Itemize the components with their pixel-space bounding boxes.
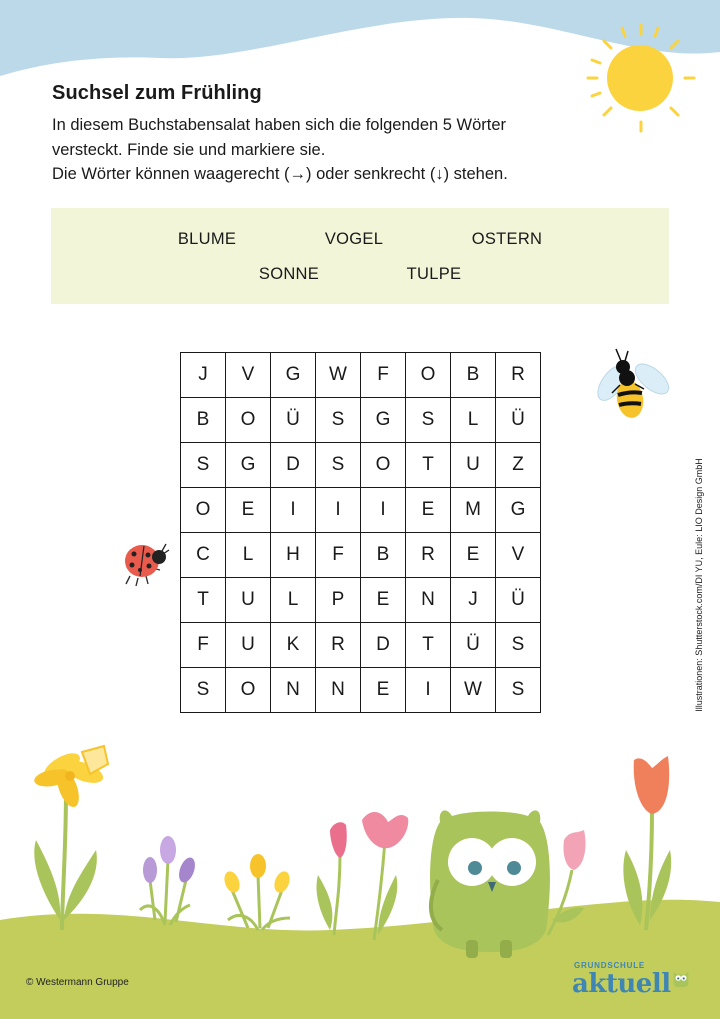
grid-row xyxy=(181,668,541,713)
grid-cell[interactable]: R xyxy=(316,623,361,668)
grid-cell[interactable]: Ü xyxy=(496,398,541,443)
grid-cell[interactable]: D xyxy=(271,443,316,488)
grid-cell[interactable]: O xyxy=(361,443,406,488)
grid-cell[interactable]: B xyxy=(181,398,226,443)
tulip-group xyxy=(317,812,409,940)
word-list-box xyxy=(51,208,669,304)
grid-cell[interactable]: V xyxy=(226,353,271,398)
grid-cell[interactable]: M xyxy=(451,488,496,533)
logo-owl-icon xyxy=(670,967,692,989)
instruction-line: Die Wörter können waagerecht (→) oder senkrecht (↓) stehen. xyxy=(52,165,508,183)
grid-cell[interactable]: N xyxy=(316,668,361,713)
grid-cell[interactable]: I xyxy=(406,668,451,713)
grid-cell[interactable]: Ü xyxy=(451,623,496,668)
logo-wordmark: aktuell xyxy=(572,969,671,999)
grid-cell[interactable]: F xyxy=(181,623,226,668)
grid-cell[interactable]: S xyxy=(316,443,361,488)
grid-row xyxy=(181,578,541,623)
grundschule-aktuell-logo xyxy=(570,961,700,1001)
word-tulpe: TULPE xyxy=(406,265,462,283)
crocus-group xyxy=(140,836,198,925)
grid-row xyxy=(181,353,541,398)
grid-cell[interactable]: S xyxy=(496,623,541,668)
grid-cell[interactable]: N xyxy=(406,578,451,623)
grid-cell[interactable]: S xyxy=(496,668,541,713)
page-title: Suchsel zum Frühling xyxy=(52,82,262,104)
word-ostern: OSTERN xyxy=(471,230,543,248)
letter-grid xyxy=(180,352,541,713)
grid-cell[interactable]: F xyxy=(361,353,406,398)
grid-cell[interactable]: P xyxy=(316,578,361,623)
grid-cell[interactable]: E xyxy=(406,488,451,533)
copyright-notice: © Westermann Gruppe xyxy=(26,977,129,988)
grid-cell[interactable]: R xyxy=(496,353,541,398)
grid-cell[interactable]: L xyxy=(451,398,496,443)
illustration-credit: Illustrationen: Shutterstock.com/DI YU, Eule: LIO Design GmbH xyxy=(694,458,704,712)
grid-cell[interactable]: B xyxy=(361,533,406,578)
grid-cell[interactable]: T xyxy=(406,443,451,488)
grid-cell[interactable]: J xyxy=(181,353,226,398)
grid-row xyxy=(181,533,541,578)
instruction-line: In diesem Buchstabensalat haben sich die folgenden 5 Wörter xyxy=(52,116,507,134)
grid-cell[interactable]: O xyxy=(181,488,226,533)
grid-cell[interactable]: L xyxy=(271,578,316,623)
grid-cell[interactable]: S xyxy=(181,668,226,713)
grid-cell[interactable]: G xyxy=(226,443,271,488)
word-blume: BLUME xyxy=(177,230,237,248)
grid-cell[interactable]: B xyxy=(451,353,496,398)
grid-cell[interactable]: R xyxy=(406,533,451,578)
grid-cell[interactable]: Ü xyxy=(271,398,316,443)
grid-cell[interactable]: H xyxy=(271,533,316,578)
grid-row xyxy=(181,623,541,668)
word-vogel: VOGEL xyxy=(324,230,384,248)
grid-row xyxy=(181,488,541,533)
grid-cell[interactable]: S xyxy=(406,398,451,443)
grid-row xyxy=(181,398,541,443)
grid-cell[interactable]: U xyxy=(451,443,496,488)
grid-cell[interactable]: Z xyxy=(496,443,541,488)
grid-cell[interactable]: F xyxy=(316,533,361,578)
grid-cell[interactable]: D xyxy=(361,623,406,668)
ladybug-icon xyxy=(118,536,170,586)
grid-cell[interactable]: U xyxy=(226,578,271,623)
grid-cell[interactable]: S xyxy=(316,398,361,443)
grid-cell[interactable]: T xyxy=(181,578,226,623)
grid-cell[interactable]: K xyxy=(271,623,316,668)
grid-cell[interactable]: E xyxy=(361,668,406,713)
grid-row xyxy=(181,443,541,488)
grid-cell[interactable]: I xyxy=(361,488,406,533)
owl-mascot xyxy=(430,810,550,958)
grid-cell[interactable]: I xyxy=(316,488,361,533)
grid-cell[interactable]: O xyxy=(226,668,271,713)
logo-tagline: GRUNDSCHULE xyxy=(574,961,646,970)
grid-cell[interactable]: C xyxy=(181,533,226,578)
sun-illustration xyxy=(580,18,700,138)
grid-cell[interactable]: N xyxy=(271,668,316,713)
instruction-line: versteckt. Finde sie und markiere sie. xyxy=(52,140,326,159)
grid-cell[interactable]: Ü xyxy=(496,578,541,623)
bee-icon xyxy=(592,345,670,427)
grid-cell[interactable]: E xyxy=(361,578,406,623)
grid-cell[interactable]: V xyxy=(496,533,541,578)
yellow-flower-group xyxy=(222,854,293,930)
grid-cell[interactable]: U xyxy=(226,623,271,668)
grid-cell[interactable]: W xyxy=(316,353,361,398)
grid-cell[interactable]: G xyxy=(271,353,316,398)
grid-cell[interactable]: O xyxy=(226,398,271,443)
grid-cell[interactable]: E xyxy=(451,533,496,578)
grid-cell[interactable]: I xyxy=(271,488,316,533)
grid-cell[interactable]: L xyxy=(226,533,271,578)
grid-cell[interactable]: O xyxy=(406,353,451,398)
word-sonne: SONNE xyxy=(258,265,320,283)
instructions xyxy=(52,113,508,187)
grid-cell[interactable]: E xyxy=(226,488,271,533)
grid-cell[interactable]: G xyxy=(361,398,406,443)
daffodil xyxy=(33,746,108,930)
grid-cell[interactable]: T xyxy=(406,623,451,668)
grid-cell[interactable]: S xyxy=(181,443,226,488)
grid-cell[interactable]: W xyxy=(451,668,496,713)
grid-cell[interactable]: J xyxy=(451,578,496,623)
grid-cell[interactable]: G xyxy=(496,488,541,533)
